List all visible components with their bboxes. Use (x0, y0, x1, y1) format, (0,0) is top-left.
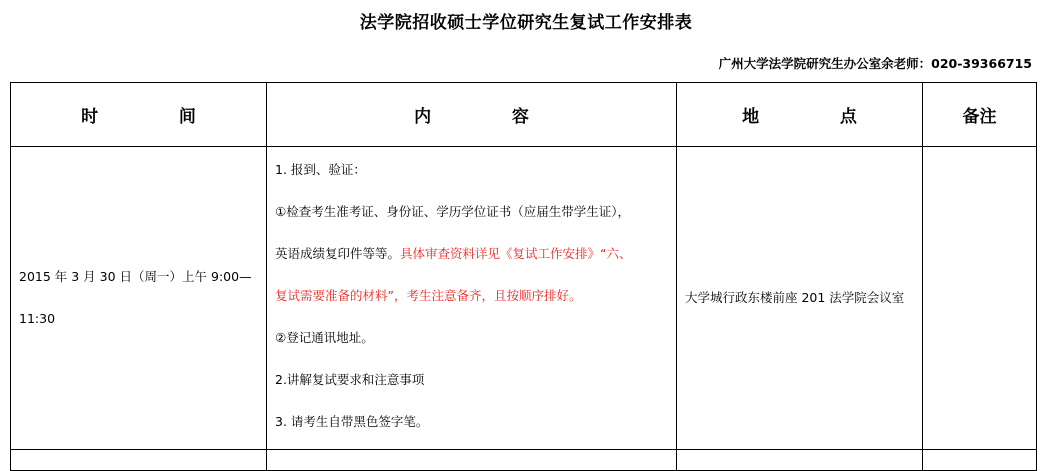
schedule-table (10, 82, 1037, 471)
place-cell: 大学城行政东楼前座 201 法学院会议室 (677, 147, 923, 450)
content-line-3-black: 英语成绩复印件等等。 (275, 246, 401, 261)
header-time: 时 间 (11, 83, 267, 147)
partial-cell-3 (677, 450, 923, 471)
content-line-3 (275, 233, 668, 275)
content-line-7: 3. 请考生自带黑色签字笔。 (275, 414, 429, 429)
contact-line: 广州大学法学院研究生办公室余老师：020-39366715 (718, 56, 1032, 71)
content-line-4-red: 复试需要准备的材料”，考生注意备齐，且按顺序排好。 (275, 288, 582, 303)
content-line-5: ②登记通讯地址。 (275, 330, 374, 345)
partial-cell-1 (11, 450, 267, 471)
content-line-3-red: 具体审查资料详见《复试工作安排》“六、 (400, 246, 632, 261)
note-cell (923, 147, 1037, 450)
header-place: 地 点 (677, 83, 923, 147)
partial-cell-2 (267, 450, 677, 471)
table-row (11, 147, 1037, 450)
content-line-1: 1. 报到、验证： (275, 162, 366, 177)
content-cell (267, 147, 677, 450)
time-cell: 2015 年 3 月 30 日（周一）上午 9:00—11:30 (11, 147, 267, 450)
document-title: 法学院招收硕士学位研究生复试工作安排表 (359, 13, 693, 33)
table-header-row (11, 83, 1037, 147)
content-line-6: 2.讲解复试要求和注意事项 (275, 372, 425, 387)
content-line-2: ①检查考生准考证、身份证、学历学位证书（应届生带学生证）， (275, 204, 630, 219)
table-row-partial (11, 450, 1037, 471)
header-content: 内 容 (267, 83, 677, 147)
header-note: 备注 (923, 83, 1037, 147)
partial-cell-4 (923, 450, 1037, 471)
